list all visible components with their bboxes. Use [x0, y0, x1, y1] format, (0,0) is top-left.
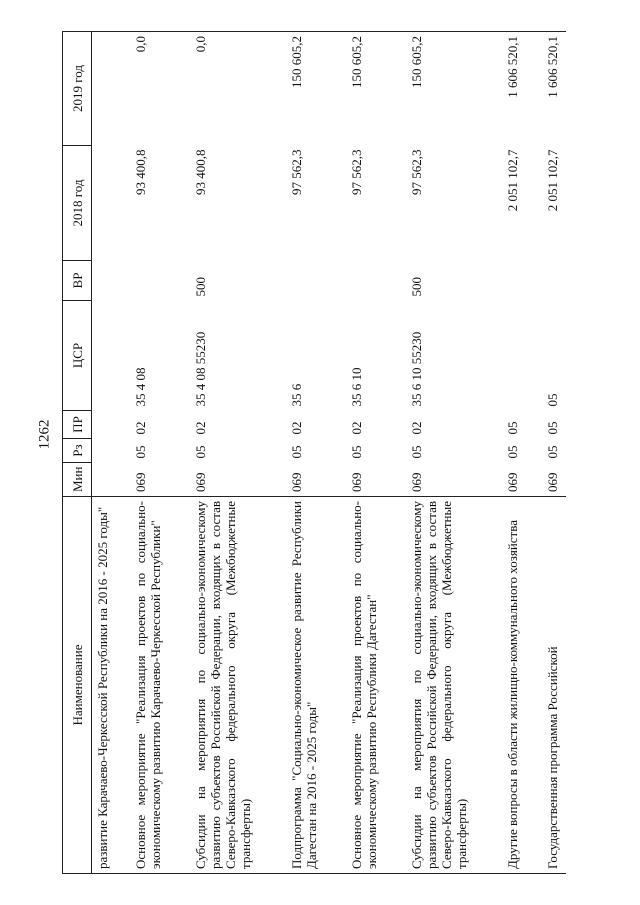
row-2019: 150 605,2	[286, 32, 346, 146]
row-vr	[502, 261, 542, 301]
row-pr: 02	[408, 421, 424, 435]
row-csr: 35 6 10 55230	[408, 331, 424, 407]
row-min: 069	[288, 472, 304, 492]
table-row	[542, 32, 566, 874]
row-2019: 0,0	[130, 32, 190, 146]
row-name: Государственная программа Российской	[542, 497, 566, 874]
budget-table	[62, 31, 566, 874]
row-name: Субсидии на мероприятия по социально-экономическому развитию субъектов Российской Федерации, входящих в состав Северо-Кавказского федерального округа (Межбюджетные трансферты)	[190, 497, 286, 874]
row-name: развитие Карачаево-Черкесской Республики на 2016 - 2025 годы"	[92, 497, 130, 874]
row-name: Подпрограмма "Социально-экономическое развитие Республики Дагестан на 2016 - 2025 годы"	[286, 497, 346, 874]
row-min: 069	[544, 472, 560, 492]
table-row	[190, 32, 286, 874]
row-vr	[92, 261, 130, 301]
table-row	[406, 32, 502, 874]
row-2019: 1 606 520,1	[542, 32, 566, 146]
row-rz: 05	[288, 445, 304, 459]
row-2019: 0,0	[190, 32, 286, 146]
row-vr: 500	[408, 277, 424, 297]
budget-table-sheet	[62, 32, 602, 874]
table-row	[92, 32, 130, 874]
row-csr	[92, 301, 130, 411]
header-min: Мин	[63, 463, 92, 497]
row-pr: 05	[544, 421, 560, 435]
header-pr: ПР	[63, 411, 92, 439]
row-2018: 2 051 102,7	[504, 149, 520, 212]
table-header	[63, 32, 92, 874]
header-name: Наименование	[63, 497, 92, 874]
row-min: 069	[348, 472, 364, 492]
table-row	[286, 32, 346, 874]
row-csr	[502, 301, 542, 411]
row-name: Основное мероприятие "Реализация проектов по социально-экономическому развитию Республики Дагестан"	[346, 497, 406, 874]
row-2018: 2 051 102,7	[544, 149, 560, 212]
row-2018: 97 562,3	[408, 149, 424, 195]
header-2019: 2019 год	[63, 32, 92, 146]
row-2018	[92, 146, 130, 261]
row-min: 069	[132, 472, 148, 492]
row-min	[92, 463, 130, 497]
table-row	[346, 32, 406, 874]
row-rz: 05	[408, 445, 424, 459]
row-name: Субсидии на мероприятия по социально-экономическому развитию субъектов Российской Федерации, входящих в состав Северо-Кавказского федерального округа (Межбюджетные трансферты)	[406, 497, 502, 874]
row-2018: 93 400,8	[192, 149, 208, 195]
row-vr	[542, 261, 566, 301]
row-pr: 02	[132, 421, 148, 435]
row-pr: 02	[192, 421, 208, 435]
row-pr	[92, 411, 130, 439]
row-csr: 35 6 10	[348, 367, 364, 407]
row-vr: 500	[192, 277, 208, 297]
row-2019: 150 605,2	[346, 32, 406, 146]
table-row	[130, 32, 190, 874]
row-rz: 05	[504, 445, 520, 459]
row-min: 069	[408, 472, 424, 492]
row-csr: 05	[544, 393, 560, 407]
row-2018: 97 562,3	[288, 149, 304, 195]
row-2019	[92, 32, 130, 146]
row-csr: 35 4 08	[132, 367, 148, 407]
row-csr: 35 4 08 55230	[192, 331, 208, 407]
header-rz: Рз	[63, 439, 92, 463]
row-rz: 05	[348, 445, 364, 459]
row-pr: 02	[288, 421, 304, 435]
row-2019: 1 606 520,1	[502, 32, 542, 146]
row-pr: 02	[348, 421, 364, 435]
row-min: 069	[192, 472, 208, 492]
row-min: 069	[504, 472, 520, 492]
row-vr	[130, 261, 190, 301]
header-csr: ЦСР	[63, 301, 92, 411]
row-name: Другие вопросы в области жилищно-коммунального хозяйства	[502, 497, 542, 874]
header-2018: 2018 год	[63, 146, 92, 261]
row-2018: 97 562,3	[348, 149, 364, 195]
row-csr: 35 6	[288, 383, 304, 407]
row-vr	[286, 261, 346, 301]
row-name: Основное мероприятие "Реализация проектов по социально-экономическому развитию Карачаево-Черкесской Республики"	[130, 497, 190, 874]
page-number: 1262	[36, 419, 53, 450]
row-rz	[92, 439, 130, 463]
row-pr: 05	[504, 421, 520, 435]
header-vr: ВР	[63, 261, 92, 301]
row-2019: 150 605,2	[406, 32, 502, 146]
table-row	[502, 32, 542, 874]
row-vr	[346, 261, 406, 301]
row-rz: 05	[132, 445, 148, 459]
row-rz: 05	[544, 445, 560, 459]
row-rz: 05	[192, 445, 208, 459]
row-2018: 93 400,8	[132, 149, 148, 195]
